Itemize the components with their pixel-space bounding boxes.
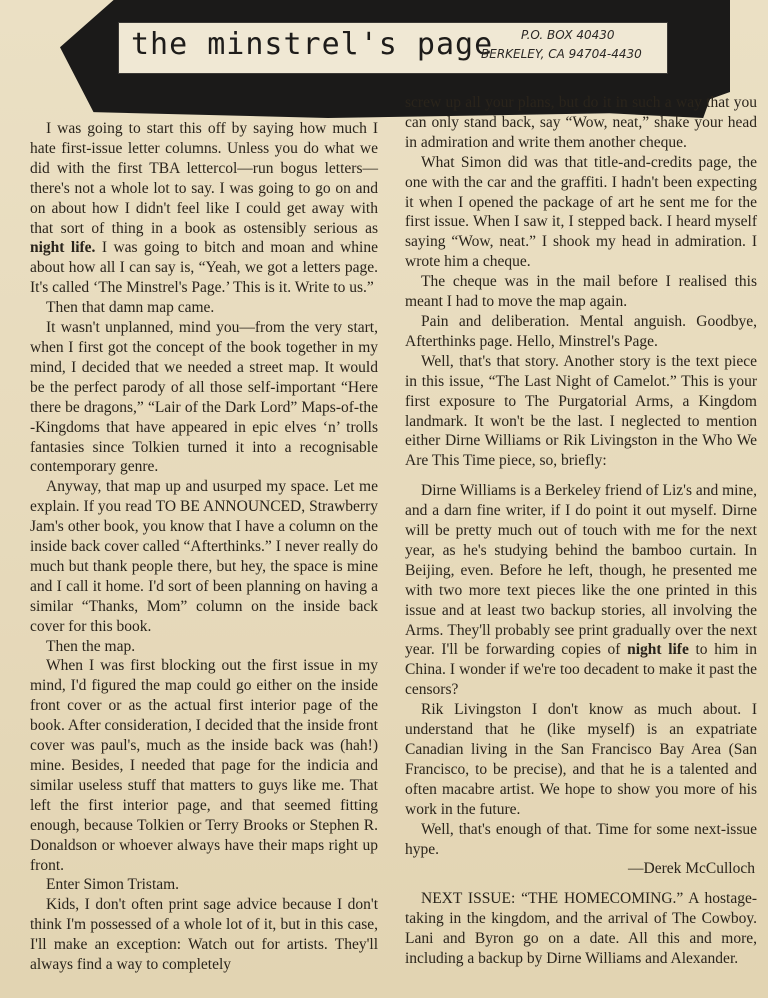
paragraph: Then that damn map came.	[46, 299, 215, 317]
paragraph: Anyway, that map up and usurped my space. Let me explain. If you read TO BE ANNOUNCED, Strawberry Jam's other book, you know that I have a column on the inside back cover called “Afterthinks.” I never really do much but thank people there, but hey, the space is mine and I call it home. I'd sort of been planning on having a similar “Thanks, Mom” column on the inside back cover for this book.	[30, 478, 378, 635]
author-signature: —Derek McCulloch	[628, 860, 755, 878]
address-line-2: BERKELEY, CA 94704-4430	[481, 47, 642, 61]
paragraph: screw up all your plans, but do it in such a way that you can only stand back, say “Wow, neat,” shake your head in admiration and write them another cheque.	[405, 94, 757, 151]
mailing-address	[481, 26, 661, 64]
paragraph: What Simon did was that title-and-credits page, the one with the car and the graffiti. I hadn't been expecting it when I opened the package of art he sent me for the first issue. When I saw it, I stepped back. I heard myself saying “Wow, neat.” I shook my head in admiration. I wrote him a cheque.	[405, 153, 757, 271]
paragraph: Well, that's that story. Another story is the text piece in this issue, “The Last Night of Camelot.” This is your first exposure to The Purgatorial Arms, a Kingdom landmark. It won't be the last. I neglected to mention either Dirne Williams or Rik Livingston in the Who We Are This Time piece, so, briefly:	[405, 352, 757, 470]
address-line-1: P.O. BOX 40430	[521, 28, 615, 42]
paragraph: Dirne Williams is a Berkeley friend of Liz's and mine, and a darn fine writer, if I do point it out myself. Dirne will be pretty much out of touch with me for the next year, as he's studying behind the bamboo curtain. In Beijing, even. Before he left, though, he presented me with two more text pieces like the one printed in this issue and at least two backup stories, all involving the Arms. They'll probably see print gradually over the next year. I'll be forwarding copies of night life to him in China. I wonder if we're too decadent to make it past the censors?	[405, 482, 757, 699]
paragraph: Pain and deliberation. Mental anguish. Goodbye, Afterthinks page. Hello, Minstrel's Page.	[405, 312, 757, 350]
paragraph: The cheque was in the mail before I realised this meant I had to move the map again.	[405, 273, 757, 311]
paragraph: Then the map.	[46, 637, 136, 655]
right-column	[405, 93, 757, 969]
paragraph: Well, that's enough of that. Time for some next-issue hype.	[405, 820, 757, 858]
next-issue-paragraph: NEXT ISSUE: “THE HOMECOMING.” A hostage-taking in the kingdom, and the arrival of The Cowboy. Lani and Byron go on a date. All this and more, including a backup by Dirne Williams and Alexander.	[405, 890, 757, 968]
paragraph: It wasn't unplanned, mind you—from the very start, when I first got the concept of the book together in my mind, I decided that we needed a street map. It would be the perfect parody of all those self-important “Here there be dragons,” “Lair of the Dark Lord” Maps-of-the -Kingdoms that have appeared in epic elves ‘n’ trolls fantasies since Tolkien turned it into a recognisable contemporary genre.	[30, 319, 378, 476]
paragraph: I was going to start this off by saying how much I hate first-issue letter columns. Unless you do what we did with the first TBA lettercol—run bogus letters—there's not a whole lot to say. I was going to go on and on about how I didn't feel like I could get away with that sort of thing in a book as ostensibly serious as night life. I was going to bitch and moan and whine about how all I can say is, “Yeah, we got a letters page. It's called ‘The Minstrel's Page.’ This is it. Write to us.”	[30, 120, 378, 297]
book-title: night life.	[30, 239, 96, 257]
paragraph: When I was first blocking out the first issue in my mind, I'd figured the map could go either on the inside front cover or as the actual first interior page of the book. After consideration, I decided that the inside front cover was paul's, much as the inside back was (hah!) mine. Besides, I needed that page for the indicia and similar useless stuff that matters to guys like me. That left the first interior page, and that seemed fitting enough, because Tolkien or Terry Brooks or Stephen R. Donaldson or whoever always have their maps right up front.	[30, 657, 378, 874]
page-title: the minstrel's page	[131, 27, 494, 62]
book-title: night life	[627, 641, 689, 659]
paragraph: Rik Livingston I don't know as much about. I understand that he (like myself) is an expatriate Canadian living in the San Francisco Bay Area (San Francisco, to be precise), and that he is a talented and often macabre artist. We hope to show you more of his work in the future.	[405, 701, 757, 818]
paragraph: Enter Simon Tristam.	[46, 876, 180, 894]
left-column	[30, 119, 378, 975]
paragraph: Kids, I don't often print sage advice because I don't think I'm possessed of a whole lot of it, but in this case, I'll make an exception: Watch out for artists. They'll always find a way to completely	[30, 896, 378, 974]
title-box	[118, 22, 668, 74]
